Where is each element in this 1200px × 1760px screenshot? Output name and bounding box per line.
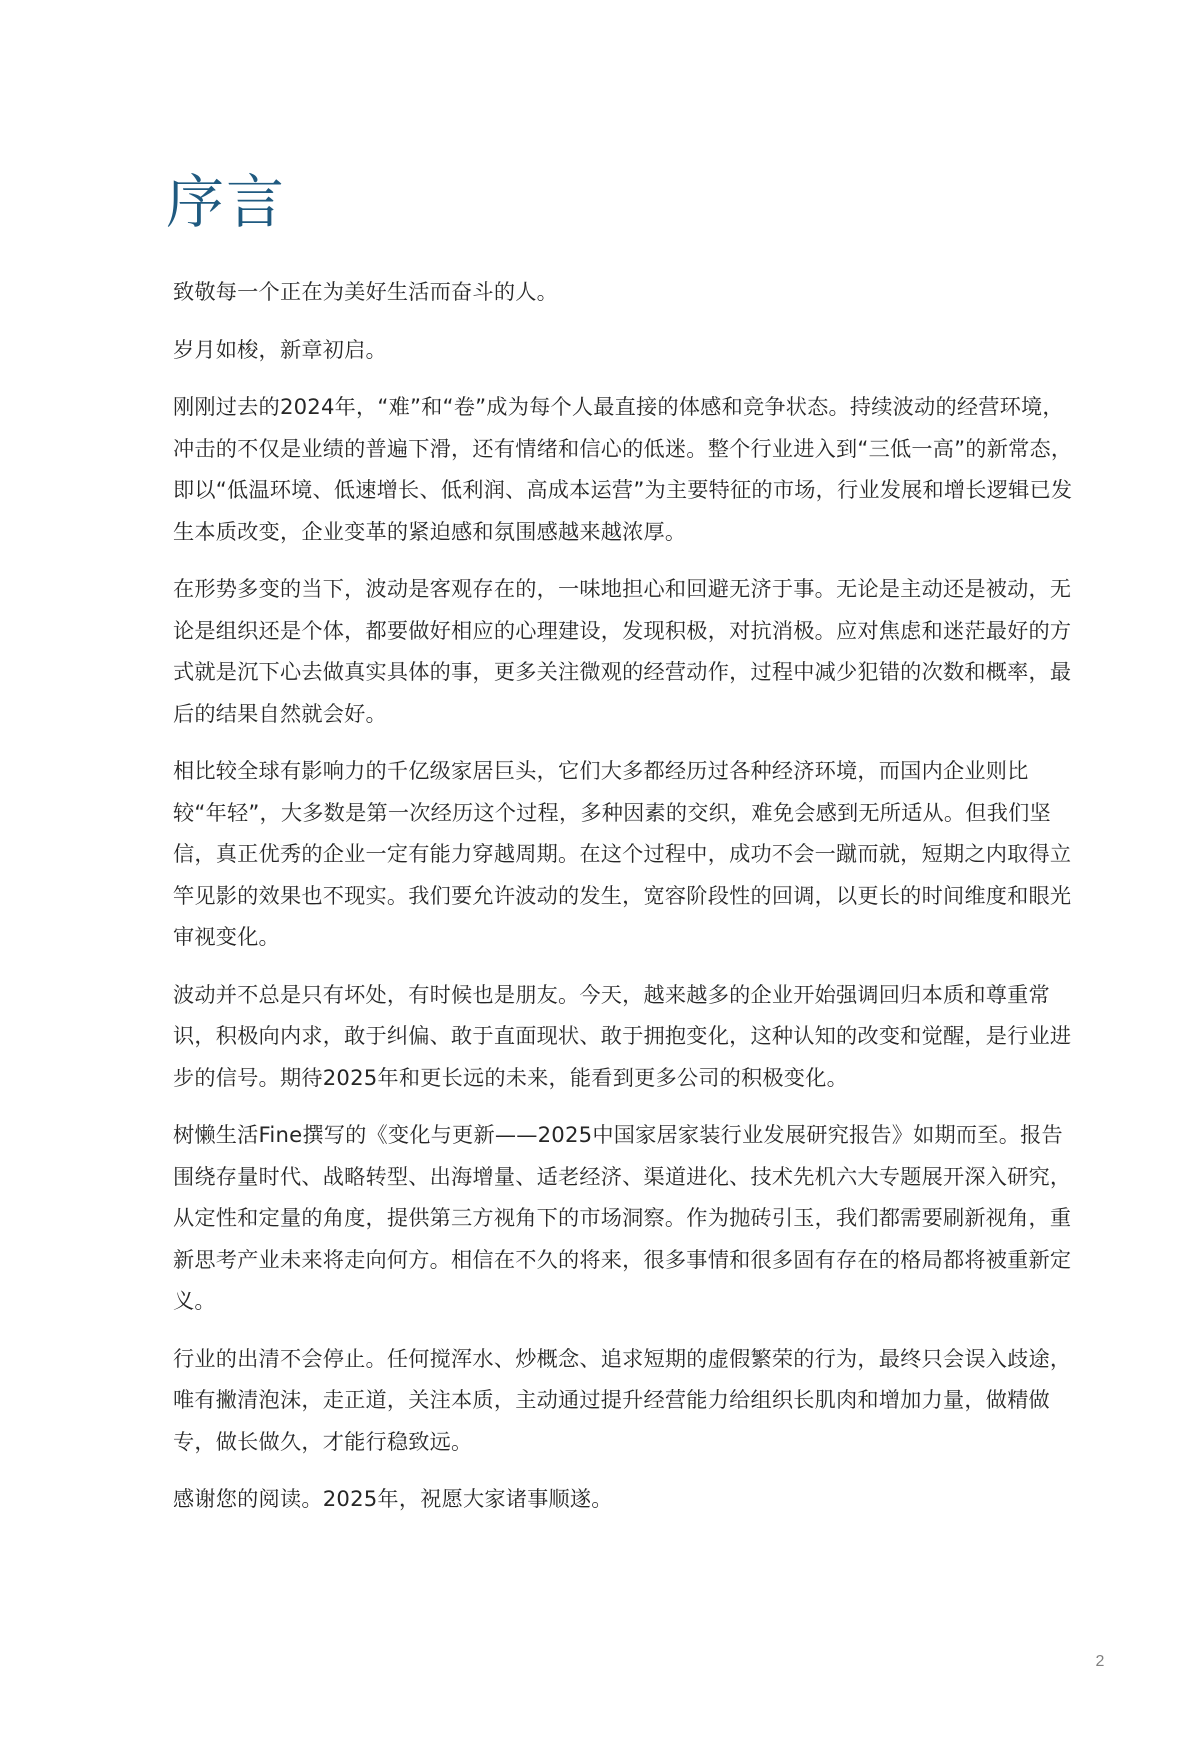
page-title: 序言 [166,168,287,236]
preface-body [173,271,1078,1536]
paragraph-dedication: 致敬每一个正在为美好生活而奋斗的人。 [173,279,558,304]
paragraph-global-comparison: 相比较全球有影响力的千亿级家居巨头，它们大多都经历过各种经济环境，而国内企业则比较“年轻”，大多数是第一次经历这个过程，多种因素的交织，难免会感到无所适从。但我们坚信，真正优秀的企业一定有能力穿越周期。在这个过程中，成功不会一蹴而就，短期之内取得立竿见影的效果也不现实。我们要允许波动的发生，宽容阶段性的回调，以更长的时间维度和眼光审视变化。 [173,758,1072,949]
paragraph-positive-change: 波动并不总是只有坏处，有时候也是朋友。今天，越来越多的企业开始强调回归本质和尊重常识，积极向内求，敢于纠偏、敢于直面现状、敢于拥抱变化，这种认知的改变和觉醒，是行业进步的信号。期待2025年和更长远的未来，能看到更多公司的积极变化。 [173,981,1072,1090]
paragraph-new-chapter: 岁月如梭，新章初启。 [173,336,387,362]
paragraph-2024-review: 刚刚过去的2024年，“难”和“卷”成为每个人最直接的体感和竞争状态。持续波动的经营环境，冲击的不仅是业绩的普遍下滑，还有情绪和信心的低迷。整个行业进入到“三低一高”的新常态，即以“低温环境、低速增长、低利润、高成本运营”为主要特征的市场，行业发展和增长逻辑已发生本质改变，企业变革的紧迫感和氛围感越来越浓厚。 [173,394,1073,544]
paragraph-industry-outlook: 行业的出清不会停止。任何搅浑水、炒概念、追求短期的虚假繁荣的行为，最终只会误入歧途，唯有撇清泡沫，走正道，关注本质，主动通过提升经营能力给组织长肌肉和增加力量，做精做专，做长做久，才能行稳致远。 [173,1345,1072,1454]
paragraph-thanks: 感谢您的阅读。2025年，祝愿大家诸事顺遂。 [173,1486,613,1511]
page-number: 2 [1095,1653,1105,1670]
paragraph-volatility: 在形势多变的当下，波动是客观存在的，一味地担心和回避无济于事。无论是主动还是被动，无论是组织还是个体，都要做好相应的心理建设，发现积极，对抗消极。应对焦虑和迷茫最好的方式就是沉下心去做真实具体的事，更多关注微观的经营动作，过程中减少犯错的次数和概率，最后的结果自然就会好。 [173,576,1072,726]
paragraph-report-intro: 树懒生活Fine撰写的《变化与更新——2025中国家居家装行业发展研究报告》如期而至。报告围绕存量时代、战略转型、出海增量、适老经济、渠道进化、技术先机六大专题展开深入研究，从定性和定量的角度，提供第三方视角下的市场洞察。作为抛砖引玉，我们都需要刷新视角，重新思考产业未来将走向何方。相信在不久的将来，很多事情和很多固有存在的格局都将被重新定义。 [173,1122,1072,1313]
